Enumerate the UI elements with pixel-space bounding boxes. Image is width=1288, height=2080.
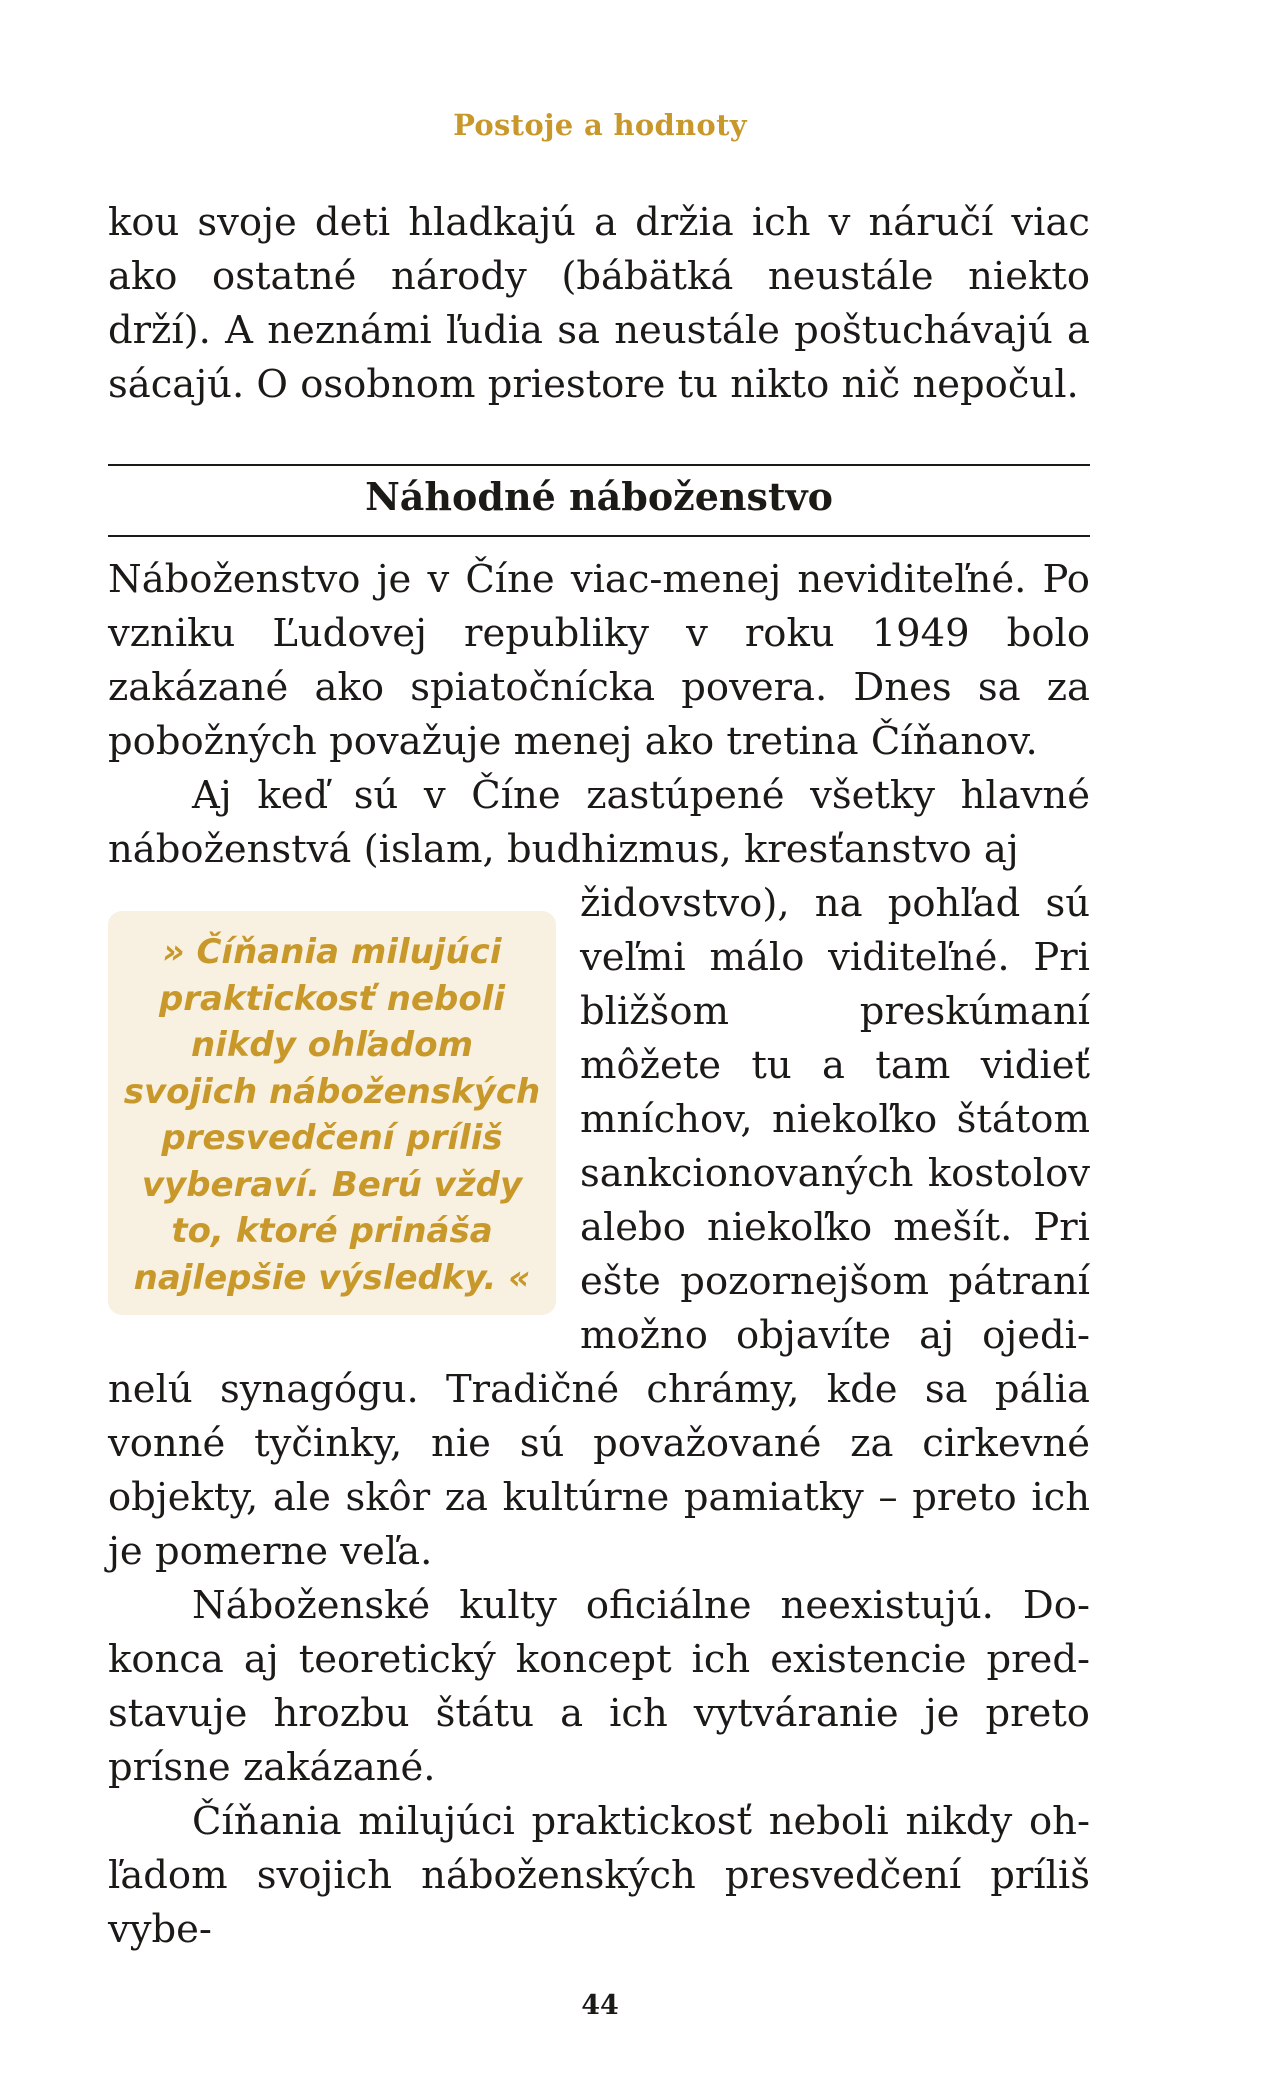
paragraph: Aj keď sú v Číne zastúpené všetky hlavné náboženstvá (islam, budhizmus, kresťanstvo aj bbox=[108, 773, 1090, 872]
heading-rule-top bbox=[108, 464, 1090, 466]
paragraph: Číňania milujúci praktickosť neboli nikdy ohľadom svojich náboženských presvedčení príliš vybe- bbox=[108, 1799, 1090, 1952]
paragraph: Náboženstvo je v Číne viac-menej neviditeľné. Po vzniku Ľudovej republiky v roku 1949 bolo zakázané ako spiatočnícka povera. Dnes sa za pobožných považuje menej ako tretina Číňanov. bbox=[108, 557, 1090, 764]
paragraph: Náboženské kulty oficiálne neexistujú. Dokonca aj teoretický koncept ich existencie predstavuje hrozbu štátu a ich vytváranie je preto prísne zakázané. bbox=[108, 1583, 1090, 1790]
pullquote-box: » Číňania milujúci praktickosť neboli nikdy ohľadom svojich náboženských presvedčení príliš vyberaví. Berú vždy to, ktoré prináša najlepšie výsledky. « bbox=[108, 911, 556, 1315]
section-body bbox=[108, 553, 1090, 1957]
heading-rule-bottom bbox=[108, 535, 1090, 537]
top-text-block bbox=[108, 196, 1090, 412]
paragraph-continuation: židovstvo), na pohľad sú veľmi málo viditeľné. Pri bližšom preskúmaní môžete tu a tam vidieť mníchov, niekoľko štátom sankcionovaných kostolov alebo niekoľko mešít. Pri ešte pozornejšom pátraní možno objavíte aj ojedinelú synagógu. Tradičné chrámy, kde sa pália vonné tyčinky, nie sú považované za cirkevné objekty, ale skôr za kultúrne pamiatky – preto ich je pomerne veľa. bbox=[108, 881, 1090, 1574]
paragraph-continued: kou svoje deti hladkajú a držia ich v náručí viac ako ostatné národy (bábätká neustále niekto drží). A neznámi ľudia sa neustále poštuchávajú a sácajú. O osobnom priestore tu nikto nič nepočul. bbox=[108, 200, 1090, 407]
running-head: Postoje a hodnoty bbox=[453, 108, 747, 142]
section-heading: Náhodné náboženstvo bbox=[365, 474, 833, 519]
page-number: 44 bbox=[581, 1990, 619, 2021]
paragraph-wrapped bbox=[108, 877, 1090, 1579]
